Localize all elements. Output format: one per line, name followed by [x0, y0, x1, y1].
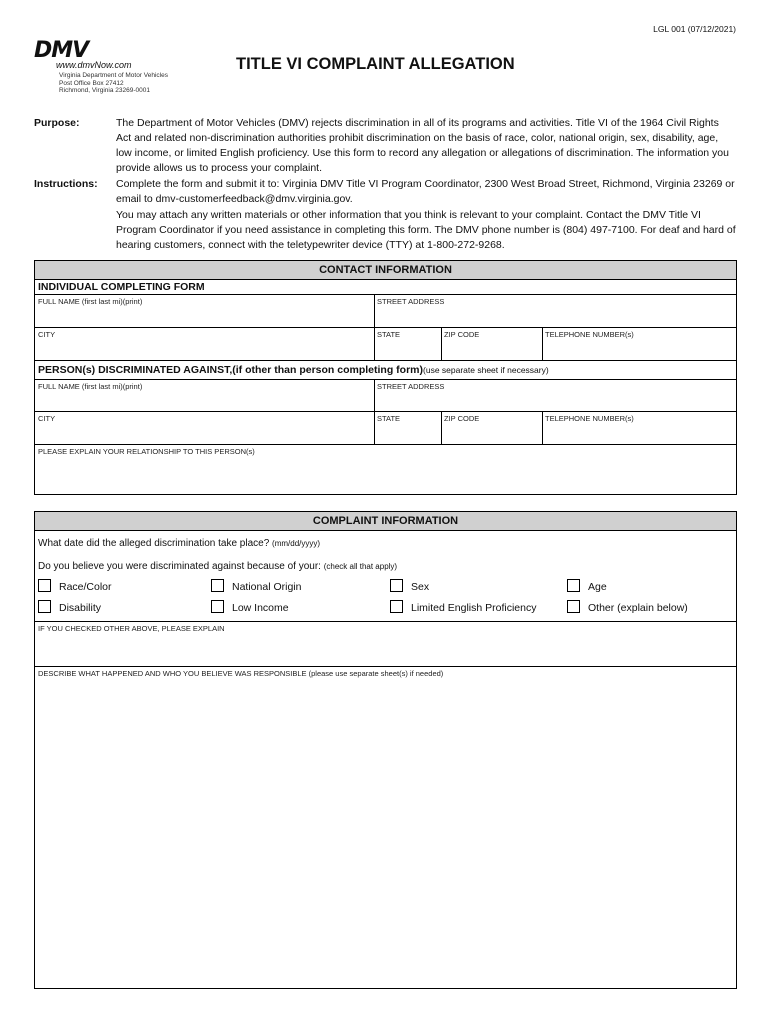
- checkbox-age[interactable]: [567, 579, 607, 593]
- checkbox-icon[interactable]: [38, 579, 51, 592]
- person-street-field[interactable]: [374, 380, 736, 412]
- field-label: STREET ADDRESS: [377, 382, 445, 391]
- purpose-label: Purpose:: [34, 117, 80, 129]
- logo-address: [59, 72, 168, 95]
- person-note: (use separate sheet if necessary): [423, 365, 549, 375]
- checkbox-label: Disability: [59, 602, 102, 614]
- logo-url: www.dmvNow.com: [56, 60, 132, 70]
- logo-address-line: Post Office Box 27412: [59, 79, 124, 87]
- basis-question: [38, 561, 397, 572]
- person-heading-text: PERSON(s) DISCRIMINATED AGAINST,(if other than person completing form): [38, 364, 424, 376]
- checkbox-label: Age: [588, 581, 607, 593]
- dmv-logo: [34, 38, 194, 94]
- field-label: STATE: [377, 330, 401, 339]
- checkbox-disability[interactable]: [38, 600, 101, 614]
- complaint-section: [34, 511, 737, 989]
- person-full-name-field[interactable]: [35, 380, 374, 412]
- date-question-text: What date did the alleged discrimination take place?: [38, 538, 270, 549]
- field-label: TELEPHONE NUMBER(s): [545, 414, 634, 423]
- checkbox-icon[interactable]: [211, 579, 224, 592]
- field-label: TELEPHONE NUMBER(s): [545, 330, 634, 339]
- checkbox-icon[interactable]: [390, 579, 403, 592]
- checkbox-icon[interactable]: [38, 600, 51, 613]
- complaint-heading: COMPLAINT INFORMATION: [35, 512, 736, 531]
- individual-state-field[interactable]: [374, 328, 441, 361]
- instructions-text-1: Complete the form and submit it to: Virginia DMV Title VI Program Coordinator, 2300 West Broad Street, Richmond, Virginia 23269 or email to dmv-customerfeedback@dmv.virginia.gov.: [116, 178, 735, 205]
- logo-address-line: Richmond, Virginia 23269-0001: [59, 87, 150, 94]
- individual-phone-field[interactable]: [542, 328, 736, 361]
- field-label: DESCRIBE WHAT HAPPENED AND WHO YOU BELIEVE WAS RESPONSIBLE (please use separate sheet(s) if needed): [38, 669, 444, 678]
- person-heading: [35, 361, 736, 380]
- basis-hint: (check all that apply): [323, 562, 398, 571]
- checkbox-label: Limited English Proficiency: [411, 602, 537, 614]
- purpose-text: The Department of Motor Vehicles (DMV) rejects discrimination in all of its programs and activities. Title VI of the 1964 Civil Rights Act and related non-discrimination authorities prohibit discrimination on the basis of race, color, national origin, sex, disability, age, low income, or limited English proficiency. Use this form to record any allegation or allegations of discrimination. The information you provide allows us to process your complaint.: [116, 117, 729, 174]
- field-label: CITY: [38, 330, 56, 339]
- field-label: CITY: [38, 414, 56, 423]
- field-label: IF YOU CHECKED OTHER ABOVE, PLEASE EXPLAIN: [38, 624, 225, 633]
- contact-section: [34, 260, 737, 495]
- person-phone-field[interactable]: [542, 412, 736, 445]
- describe-field[interactable]: [35, 667, 736, 988]
- relationship-field[interactable]: [35, 445, 736, 494]
- checkbox-limited-english[interactable]: [390, 600, 536, 614]
- individual-street-field[interactable]: [374, 295, 736, 328]
- logo-address-line: Virginia Department of Motor Vehicles: [59, 72, 168, 79]
- person-city-field[interactable]: [35, 412, 374, 445]
- form-id: LGL 001 (07/12/2021): [653, 24, 736, 34]
- other-explain-field[interactable]: [35, 622, 736, 667]
- individual-full-name-field[interactable]: [35, 295, 374, 328]
- checkbox-icon[interactable]: [390, 600, 403, 613]
- basis-question-text: Do you believe you were discriminated against because of your:: [38, 561, 321, 572]
- checkbox-sex[interactable]: [390, 579, 429, 593]
- checkbox-icon[interactable]: [211, 600, 224, 613]
- checkbox-other[interactable]: [567, 600, 688, 614]
- checkbox-label: Low Income: [232, 602, 289, 614]
- person-zip-field[interactable]: [441, 412, 542, 445]
- checkbox-icon[interactable]: [567, 600, 580, 613]
- checkbox-label: National Origin: [232, 581, 302, 593]
- individual-heading: INDIVIDUAL COMPLETING FORM: [35, 279, 736, 295]
- field-label: FULL NAME (first last mi)(print): [38, 297, 143, 306]
- field-label: ZIP CODE: [444, 330, 480, 339]
- logo-brand: DMV: [34, 38, 89, 63]
- field-label: FULL NAME (first last mi)(print): [38, 382, 143, 391]
- individual-zip-field[interactable]: [441, 328, 542, 361]
- field-label: PLEASE EXPLAIN YOUR RELATIONSHIP TO THIS PERSON(s): [38, 447, 255, 456]
- field-label: STREET ADDRESS: [377, 297, 445, 306]
- field-label: STATE: [377, 414, 401, 423]
- person-state-field[interactable]: [374, 412, 441, 445]
- date-question[interactable]: [38, 538, 320, 549]
- checkbox-label: Sex: [411, 581, 430, 593]
- checkbox-low-income[interactable]: [211, 600, 289, 614]
- contact-heading: CONTACT INFORMATION: [35, 261, 736, 280]
- checkbox-race-color[interactable]: [38, 579, 112, 593]
- individual-city-field[interactable]: [35, 328, 374, 361]
- checkbox-label: Other (explain below): [588, 602, 688, 614]
- page-title: TITLE VI COMPLAINT ALLEGATION: [236, 55, 515, 73]
- instructions-text-2: You may attach any written materials or other information that you think is relevant to your complaint. Contact the DMV Title VI Program Coordinator if you need assistance in completing this form. The DMV phone number is (804) 497-7100. For deaf and hard of hearing customers, connect with the teletypewriter device (TTY) at 1-800-272-9268.: [116, 209, 736, 251]
- field-label: ZIP CODE: [444, 414, 480, 423]
- checkbox-label: Race/Color: [59, 581, 112, 593]
- instructions-label: Instructions:: [34, 178, 98, 190]
- checkbox-icon[interactable]: [567, 579, 580, 592]
- checkbox-national-origin[interactable]: [211, 579, 301, 593]
- date-hint: (mm/dd/yyyy): [272, 539, 321, 548]
